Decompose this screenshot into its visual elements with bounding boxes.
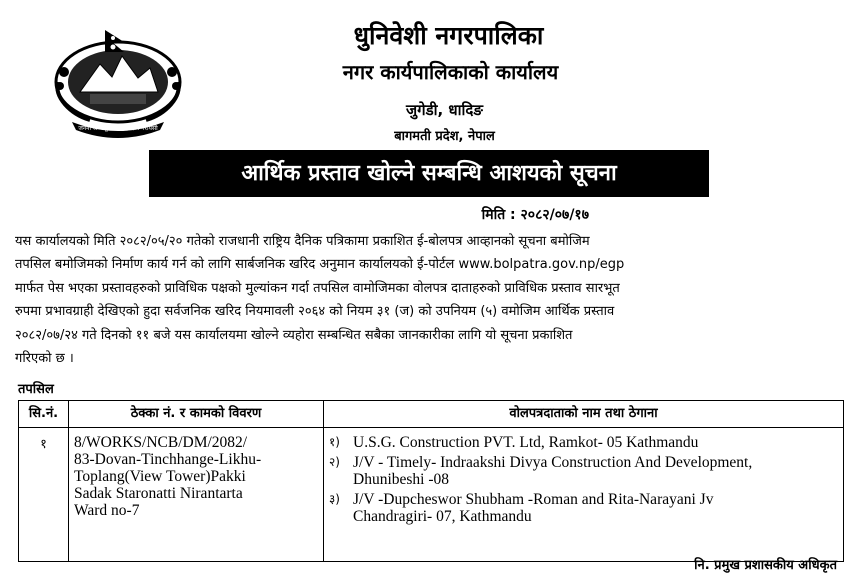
table-header-row	[19, 401, 844, 428]
tapsil-label: तपसिल	[18, 382, 54, 397]
notice-body-line: तपसिल बमोजिमको निर्माण कार्य गर्न को लागि सार्बजनिक खरिद अनुमान कार्यालयको ई-पोर्टल www.bolpatra.gov.np/egp	[15, 257, 625, 273]
notice-body-line: २०८२/०७/२४ गते दिनको ११ बजे यस कार्यालयमा खोल्ने व्यहोरा सम्बन्धित सबैका जानकारीका लागि यो सूचना प्रकाशित	[15, 327, 573, 343]
notice-title-banner: आर्थिक प्रस्ताव खोल्ने सम्बन्धि आशयको सूचना	[149, 150, 709, 197]
svg-text:जननी जन्मभूमिश्च स्वर्गादपि गर: जननी जन्मभूमिश्च स्वर्गादपि गरीयसी	[78, 125, 158, 132]
col-header-bidders: वोलपत्रदाताको नाम तथा ठेगाना	[324, 401, 844, 428]
office-location: जुगेडी, धादिङ	[406, 101, 483, 119]
notice-body	[15, 230, 841, 370]
bidder-list	[324, 428, 844, 562]
col-header-work: ठेक्का नं. र कामको विवरण	[69, 401, 324, 428]
notice-date: मिति : २०८२/०७/१७	[481, 207, 589, 223]
bidder-name-address: J/V -Dupcheswor Shubham -Roman and Rita-Narayani Jv Chandragiri- 07, Kathmandu	[353, 491, 714, 525]
list-item	[329, 454, 838, 488]
bidder-number: १)	[329, 435, 340, 449]
notice-body-line: मार्फत पेस भएका प्रस्तावहरुको प्राविधिक पक्षको मुल्यांकन गर्दा तपसिल वामोजिमका वोलपत्र दाताहरुको प्राविधिक प्रस्ताव सारभूत	[15, 280, 620, 296]
col-header-sn: सि.नं.	[19, 401, 69, 428]
work-description	[69, 428, 324, 562]
bid-table	[18, 400, 844, 562]
bidder-number: २)	[329, 455, 340, 469]
signatory-designation: नि. प्रमुख प्रशासकीय अधिकृत	[694, 558, 837, 573]
bidder-name-address: J/V - Timely- Indraakshi Divya Construction And Development, Dhunibeshi -08	[353, 454, 753, 488]
row-serial-number: १	[19, 428, 69, 562]
notice-body-line: गरिएको छ ।	[15, 351, 74, 367]
province-country: बागमती प्रदेश, नेपाल	[394, 129, 495, 144]
work-description-text: 8/WORKS/NCB/DM/2082/ 83-Dovan-Tinchhange-Likhu- Toplang(View Tower)Pakki Sadak Staronatti Nirantarta Ward no-7	[74, 434, 262, 519]
list-item	[329, 434, 838, 451]
table-row	[19, 428, 844, 562]
notice-body-line: यस कार्यालयको मिति २०८२/०५/२० गतेको राजधानी राष्ट्रिय दैनिक पत्रिकामा प्रकाशित ई-बोलपत्र आव्हानको सूचना बमोजिम	[15, 234, 590, 249]
bidder-number: ३)	[329, 492, 340, 506]
notice-body-line: रुपमा प्रभावग्राही देखिएको हुदा सर्वजनिक खरिद नियमावली २०६४ को नियम ३१ (ज) को उपनियम (५) वमोजिम आर्थिक प्रस्ताव	[15, 304, 615, 320]
list-item	[329, 491, 838, 525]
municipality-name: धुनिवेशी नगरपालिका	[353, 21, 544, 50]
bidder-name-address: U.S.G. Construction PVT. Ltd, Ramkot- 05 Kathmandu	[353, 434, 699, 451]
office-name: नगर कार्यपालिकाको कार्यालय	[342, 60, 559, 84]
